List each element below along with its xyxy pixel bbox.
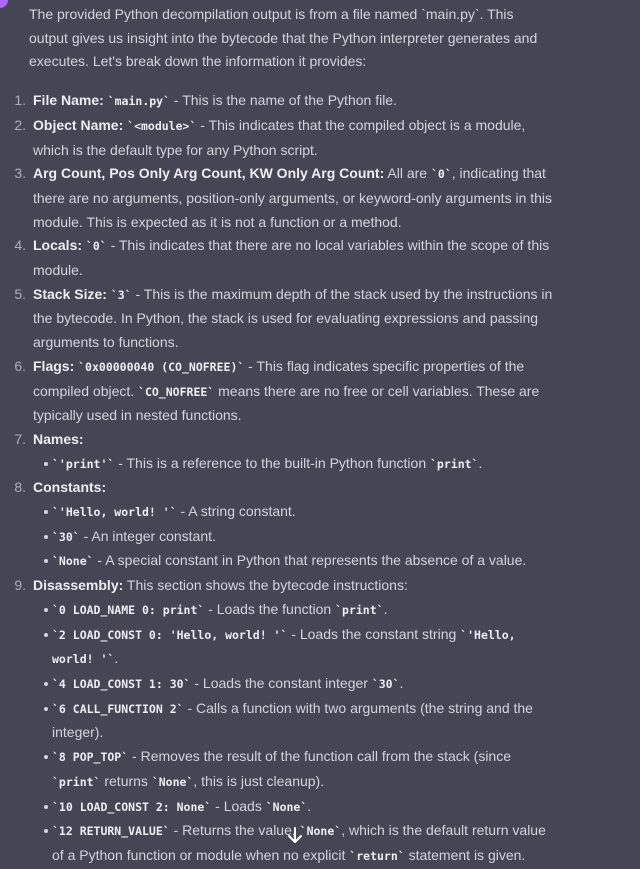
inline-code: `10 LOAD_CONST 2: None`	[52, 799, 212, 814]
inline-code: `'print'`	[52, 456, 115, 471]
bold-label: Locals:	[33, 237, 83, 254]
inline-code: `<module>`	[127, 118, 197, 133]
inline-code: `return`	[349, 848, 405, 863]
list-item-text	[33, 428, 553, 452]
inline-code: `0`	[430, 167, 452, 182]
inline-code: `8 POP_TOP`	[52, 750, 129, 765]
arrow-down-icon	[287, 827, 303, 845]
bullet-icon	[44, 462, 48, 466]
inline-code: `30`	[52, 529, 80, 544]
bullet-icon	[44, 805, 48, 809]
text-run: .	[478, 454, 483, 471]
text-run: - This is a reference to the built-in Python function	[114, 454, 430, 471]
scroll-to-bottom-button[interactable]	[283, 824, 307, 848]
text-run: returns	[100, 772, 152, 789]
bullet-icon	[44, 755, 48, 759]
text-run: This section shows the bytecode instructions:	[123, 577, 408, 594]
sub-list-item	[33, 623, 552, 672]
list-item	[14, 283, 629, 355]
list-item	[14, 234, 629, 282]
text-run: .	[399, 674, 404, 691]
inline-code: `None`	[151, 774, 194, 789]
bold-label: Disassembly:	[33, 577, 124, 594]
list-number: 5.	[14, 285, 26, 302]
inline-code: `3`	[110, 287, 132, 302]
text-run: - Removes the result of the function call from the stack (since	[128, 748, 511, 765]
text-run: , indicating that there are no arguments, position-only arguments, or keyword-only arguments in this module. This is expected as it is not a function or a method.	[33, 165, 553, 230]
inline-code: `None`	[52, 554, 94, 569]
inline-code: `0x00000040 (CO_NOFREE)`	[78, 359, 245, 374]
bold-label: Flags:	[33, 357, 75, 374]
list-item-text	[33, 114, 553, 162]
text-run: - This is the name of the Python file.	[170, 92, 397, 109]
inline-code: `print`	[52, 774, 101, 789]
list-item-text	[33, 89, 553, 114]
list-item	[14, 574, 629, 868]
list-item-text	[33, 283, 553, 355]
text-run: - A special constant in Python that represents the absence of a value.	[93, 552, 527, 569]
list-item-text	[33, 234, 553, 282]
text-run: - This is the maximum depth of the stack used by the instructions in the bytecode. In Python, the stack is used for evaluating expressions and passing arguments to functions.	[33, 285, 553, 351]
list-item-text	[33, 355, 553, 428]
list-number: 7.	[14, 430, 26, 447]
list-item	[14, 89, 629, 114]
list-number: 2.	[14, 116, 26, 133]
intro-paragraph: The provided Python decompilation output is from a file named `main.py`. This output gives us insight into the bytecode that the Python interpreter generates and executes. Let's break down the information it provides:	[29, 6, 538, 70]
breakdown-list	[14, 89, 629, 869]
bold-label: Names:	[33, 430, 84, 447]
list-number: 8.	[14, 479, 26, 496]
text-run: - Loads the function	[204, 600, 336, 617]
bold-label: Arg Count, Pos Only Arg Count, KW Only Arg Count:	[33, 165, 385, 182]
sub-list-item	[33, 598, 552, 623]
list-item	[14, 162, 629, 234]
bullet-icon	[44, 682, 48, 686]
text-run: , which is the default return value of a Python function or module when no explicit	[52, 822, 546, 863]
assistant-avatar	[0, 0, 8, 8]
list-item	[14, 476, 629, 574]
sub-list-item	[33, 525, 552, 550]
text-run: - This flag indicates specific properties of the compiled object.	[33, 357, 525, 399]
sub-list-item	[33, 672, 552, 697]
text-run: .	[383, 600, 388, 617]
list-item-text	[33, 574, 553, 598]
text-run: .	[114, 650, 119, 667]
inline-code: `None`	[265, 799, 308, 814]
sub-list-item	[33, 745, 552, 794]
inline-code: `0`	[85, 239, 107, 254]
inline-code: `main.py`	[107, 94, 171, 109]
sub-list-item	[33, 452, 552, 477]
text-run: - This indicates that there are no local variables within the scope of this module.	[33, 237, 550, 279]
bullet-icon	[44, 707, 48, 711]
inline-code: `30`	[371, 676, 400, 691]
list-number: 4.	[14, 237, 26, 254]
inline-code: `6 CALL_FUNCTION 2`	[52, 701, 184, 716]
text-run: All are	[384, 165, 431, 182]
bold-label: File Name:	[33, 92, 104, 109]
list-item	[14, 355, 629, 428]
bold-label: Stack Size:	[33, 285, 107, 302]
inline-code: `'Hello, world! '`	[52, 505, 177, 520]
text-run: - A string constant.	[176, 503, 296, 520]
list-number: 6.	[14, 357, 26, 374]
sub-list	[33, 452, 629, 477]
inline-code: `None`	[299, 824, 342, 839]
text-run: statement is given.	[404, 846, 526, 863]
bullet-icon	[44, 559, 48, 563]
sub-list-item	[33, 549, 552, 574]
bullet-icon	[44, 510, 48, 514]
bullet-icon	[44, 535, 48, 539]
sub-list-item	[33, 697, 552, 745]
list-item-text	[33, 162, 553, 234]
text-run: - Calls a function with two arguments (the string and the integer).	[52, 699, 533, 741]
text-run: means there are no free or cell variables. These are typically used in nested functions.	[33, 382, 540, 424]
text-run: - This indicates that the compiled object is a module, which is the default type for any Python script.	[33, 116, 526, 158]
inline-code: `4 LOAD_CONST 1: 30`	[52, 676, 191, 691]
text-run: , this is just cleanup).	[193, 772, 325, 789]
assistant-message	[14, 3, 629, 869]
list-number: 3.	[14, 165, 26, 182]
inline-code: `2 LOAD_CONST 0: 'Hello, world! '`	[52, 627, 288, 642]
sub-list-item	[33, 500, 552, 525]
bold-label: Object Name:	[33, 116, 124, 133]
text-run: - Returns the value,	[169, 822, 300, 839]
inline-code: `print`	[335, 602, 384, 617]
text-run: .	[307, 797, 312, 814]
bullet-icon	[44, 608, 48, 612]
list-number: 9.	[14, 577, 26, 594]
list-item	[14, 114, 629, 162]
inline-code: `'Hello, world! '`	[52, 627, 516, 667]
text-run: - An integer constant.	[79, 527, 216, 544]
list-item	[14, 428, 629, 476]
sub-list-item	[33, 795, 552, 820]
inline-code: `0 LOAD_NAME 0: print`	[52, 602, 205, 617]
bullet-icon	[44, 633, 48, 637]
sub-list	[33, 500, 629, 574]
text-run: - Loads the constant string	[287, 625, 461, 642]
inline-code: `12 RETURN_VALUE`	[52, 824, 170, 839]
list-item-text	[33, 476, 553, 500]
bullet-icon	[44, 829, 48, 833]
sub-list	[33, 598, 629, 869]
inline-code: `CO_NOFREE`	[138, 384, 215, 399]
text-run: - Loads the constant integer	[190, 674, 372, 691]
inline-code: `print`	[430, 456, 479, 471]
list-number: 1.	[14, 92, 26, 109]
text-run: - Loads	[211, 797, 266, 814]
bold-label: Constants:	[33, 479, 107, 496]
